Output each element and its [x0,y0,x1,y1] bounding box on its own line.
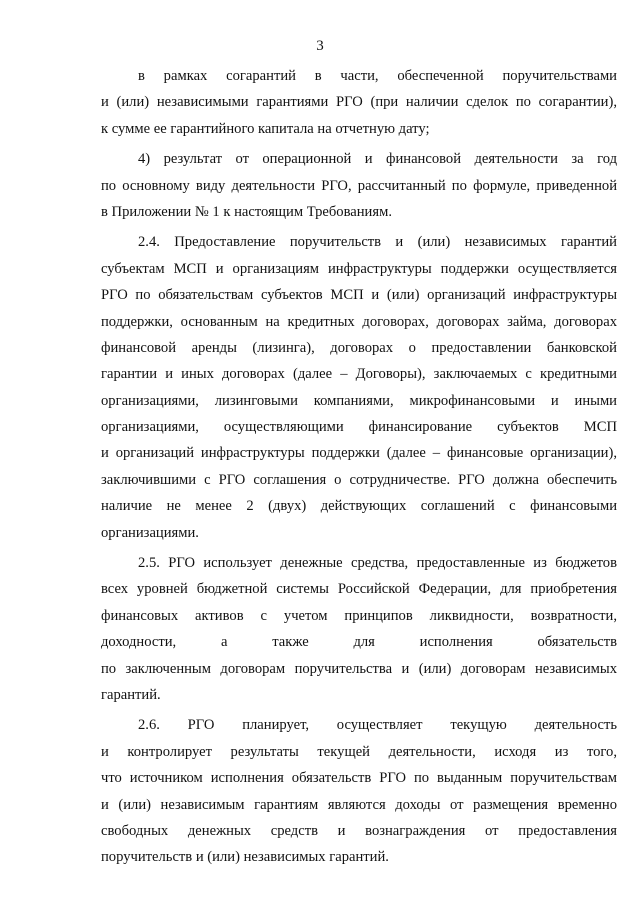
text-line: и организаций инфраструктуры поддержки (далее – финансовые организации), [101,445,617,462]
paragraph-item-4 [101,146,617,225]
text-line: 2.4. Предоставление поручительств и (или) независимых гарантий [138,234,617,251]
paragraph-2-6 [101,712,617,870]
text-line: свободных денежных средств и вознаграждения от предоставления [101,822,617,839]
text-line: по основному виду деятельности РГО, рассчитанный по формуле, приведенной [101,177,617,194]
page-number: 3 [316,38,324,54]
text-line: 2.5. РГО использует денежные средства, предоставленные из бюджетов [138,555,617,572]
paragraph-2-5 [101,550,617,708]
text-line: организациями, осуществляющими финансирование субъектов МСП [101,419,617,436]
text-line: наличие не менее 2 (двух) действующих соглашений с финансовыми [101,498,617,515]
text-line: к сумме ее гарантийного капитала на отчетную дату; [101,120,430,137]
text-line: организациями. [101,524,199,541]
document-body [101,63,617,871]
text-line: и (или) независимым гарантиям являются доходы от размещения временно [101,796,617,813]
text-line: гарантий. [101,686,161,703]
text-line: и контролирует результаты текущей деятельности, исходя из того, [101,743,617,760]
text-line: по заключенным договорам поручительства и (или) договорам независимых [101,660,617,677]
text-line: доходности, а также для исполнения обязательств [101,634,617,651]
text-line: субъектам МСП и организациям инфраструктуры поддержки осуществляется [101,260,617,277]
text-line: финансовых активов с учетом принципов ликвидности, возвратности, [101,607,617,624]
text-line: финансовой аренды (лизинга), договорах о предоставлении банковской [101,339,617,356]
text-line: в рамках согарантий в части, обеспеченной поручительствами [138,68,617,84]
text-line: РГО по обязательствам субъектов МСП и (или) организаций инфраструктуры [101,287,617,304]
text-line: гарантии и иных договорах (далее – Договоры), заключаемых с кредитными [101,366,617,383]
paragraph-continuation [101,63,617,142]
text-line: поручительств и (или) независимых гарантий. [101,849,389,866]
text-line: 2.6. РГО планирует, осуществляет текущую деятельность [138,717,617,734]
text-line: организациями, лизинговыми компаниями, микрофинансовыми и иными [101,392,617,409]
text-line: что источником исполнения обязательств РГО по выданным поручительствам [101,770,617,787]
text-line: 4) результат от операционной и финансовой деятельности за год [138,151,617,168]
text-line: всех уровней бюджетной системы Российской Федерации, для приобретения [101,581,617,598]
text-line: поддержки, основанным на кредитных договорах, договорах займа, договорах [101,313,617,330]
paragraph-2-4 [101,229,617,546]
text-line: заключившими с РГО соглашения о сотрудничестве. РГО должна обеспечить [101,471,617,488]
text-line: и (или) независимыми гарантиями РГО (при наличии сделок по согарантии), [101,94,617,111]
text-line: в Приложении № 1 к настоящим Требованиям. [101,203,392,220]
